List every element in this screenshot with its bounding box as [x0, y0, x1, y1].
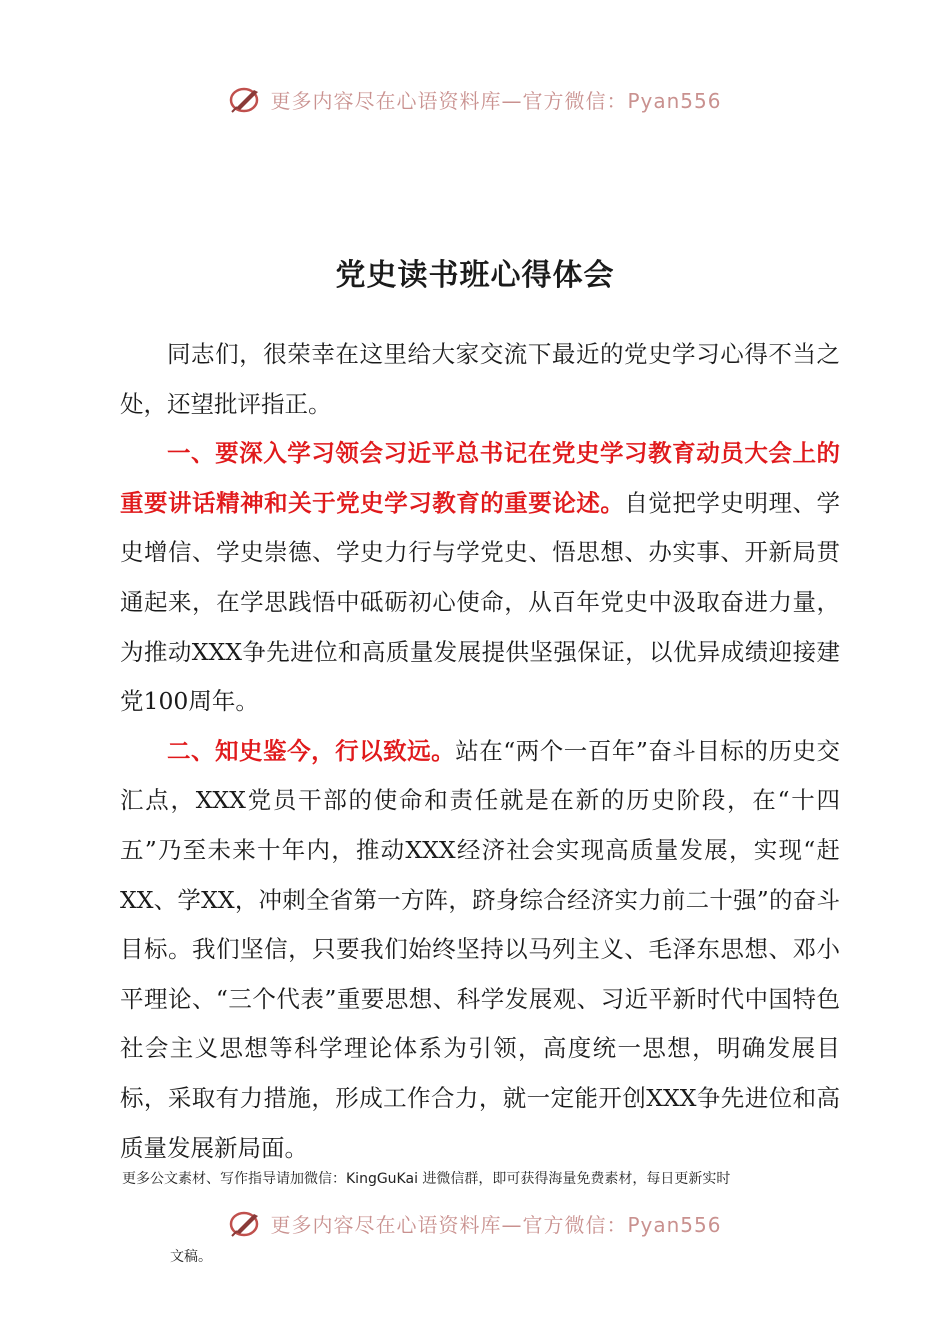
watermark-text: 更多内容尽在心语资料库—官方微信：Pyan556: [270, 1212, 722, 1237]
section-2-paragraph: [120, 727, 840, 1173]
intro-paragraph: 同志们，很荣幸在这里给大家交流下最近的党史学习心得不当之处，还望批评指正。: [120, 340, 840, 418]
document-title: 党史读书班心得体会: [335, 258, 615, 293]
document-body: [120, 330, 840, 1173]
section-1-heading: 一、要深入学习领会习近平总书记在党史学习教育动员大会上的重要讲话精神和关于党史学习教育的重要论述。: [120, 439, 840, 517]
footer-tail: 文稿。: [170, 1249, 212, 1265]
pen-logo-icon: [228, 1208, 264, 1238]
watermark-bottom: [0, 1208, 950, 1238]
section-1-paragraph: [120, 429, 840, 727]
watermark-top: [0, 84, 950, 114]
pen-logo-icon: [228, 84, 264, 114]
section-1-body: 自觉把学史明理、学史增信、学史崇德、学史力行与学党史、悟思想、办实事、开新局贯通起来，在学思践悟中砥砺初心使命，从百年党史中汲取奋进力量，为推动XXX争先进位和高质量发展提供坚强保证，以优异成绩迎接建党100周年。: [120, 488, 841, 716]
footer-note: 更多公文素材、写作指导请加微信：KingGuKai 进微信群，即可获得海量免费素材，每日更新实时: [122, 1171, 731, 1187]
section-2-body: 站在“两个一百年”奋斗目标的历史交汇点，XXX党员干部的使命和责任就是在新的历史阶段，在“十四五”乃至未来十年内，推动XXX经济社会实现高质量发展，实现“赶XX、学XX，冲刺全省第一方阵，跻身综合经济实力前二十强”的奋斗目标。我们坚信，只要我们始终坚持以马列主义、毛泽东思想、邓小平理论、“三个代表”重要思想、科学发展观、习近平新时代中国特色社会主义思想等科学理论体系为引领，高度统一思想，明确发展目标，采取有力措施，形成工作合力，就一定能开创XXX争先进位和高质量发展新局面。: [120, 736, 840, 1162]
watermark-text: 更多内容尽在心语资料库—官方微信：Pyan556: [270, 88, 722, 113]
section-2-heading: 二、知史鉴今，行以致远。: [167, 736, 456, 765]
